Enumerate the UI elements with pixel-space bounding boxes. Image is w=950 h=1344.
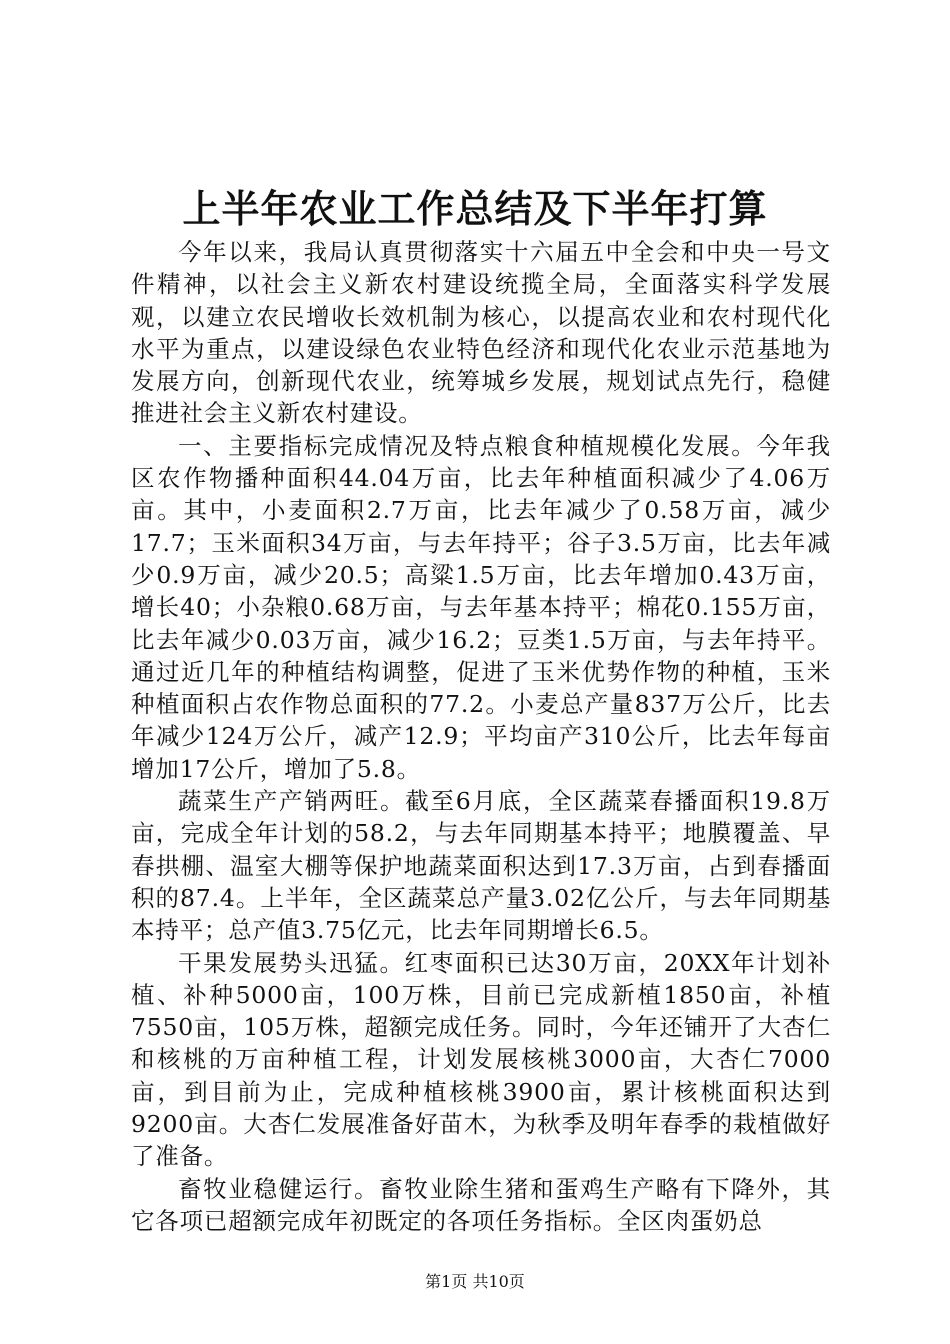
document-title: 上半年农业工作总结及下半年打算: [182, 187, 768, 231]
paragraph-intro: 今年以来，我局认真贯彻落实十六届五中全会和中央一号文件精神，以社会主义新农村建设统揽全局，全面落实科学发展观，以建立农民增收长效机制为核心，以提高农业和农村现代化水平为重点，以建设绿色农业特色经济和现代化农业示范基地为发展方向，创新现代农业，统筹城乡发展，规划试点先行，稳健推进社会主义新农村建设。: [131, 238, 831, 428]
document-body: [131, 236, 831, 1237]
paragraph-livestock: 畜牧业稳健运行。畜牧业除生猪和蛋鸡生产略有下降外，其它各项已超额完成年初既定的各项任务指标。全区肉蛋奶总: [131, 1174, 831, 1235]
page-number-footer: 第1页 共10页: [425, 1272, 525, 1291]
paragraph-dried-fruit: 干果发展势头迅猛。红枣面积已达30万亩，20XX年计划补植、补种5000亩，100万株，目前已完成新植1850亩，补植7550亩，105万株，超额完成任务。同时，今年还铺开了大杏仁和核桃的万亩种植工程，计划发展核桃3000亩，大杏仁7000亩，到目前为止，完成种植核桃3900亩，累计核桃面积达到9200亩。大杏仁发展准备好苗木，为秋季及明年春季的栽植做好了准备。: [131, 948, 831, 1171]
paragraph-grain: 一、主要指标完成情况及特点粮食种植规模化发展。今年我区农作物播种面积44.04万亩，比去年种植面积减少了4.06万亩。其中，小麦面积2.7万亩，比去年减少了0.58万亩，减少17.7；玉米面积34万亩，与去年持平；谷子3.5万亩，比去年减少0.9万亩，减少20.5；高粱1.5万亩，比去年增加0.43万亩，增长40；小杂粮0.68万亩，与去年基本持平；棉花0.155万亩，比去年减少0.03万亩，减少16.2；豆类1.5万亩，与去年持平。通过近几年的种植结构调整，促进了玉米优势作物的种植，玉米种植面积占农作物总面积的77.2。小麦总产量837万公斤，比去年减少124万公斤，减产12.9；平均亩产310公斤，比去年每亩增加17公斤，增加了5.8。: [131, 431, 831, 783]
paragraph-vegetables: 蔬菜生产产销两旺。截至6月底，全区蔬菜春播面积19.8万亩，完成全年计划的58.2，与去年同期基本持平；地膜覆盖、早春拱棚、温室大棚等保护地蔬菜面积达到17.3万亩，占到春播面积的87.4。上半年，全区蔬菜总产量3.02亿公斤，与去年同期基本持平；总产值3.75亿元，比去年同期增长6.5。: [131, 787, 831, 945]
